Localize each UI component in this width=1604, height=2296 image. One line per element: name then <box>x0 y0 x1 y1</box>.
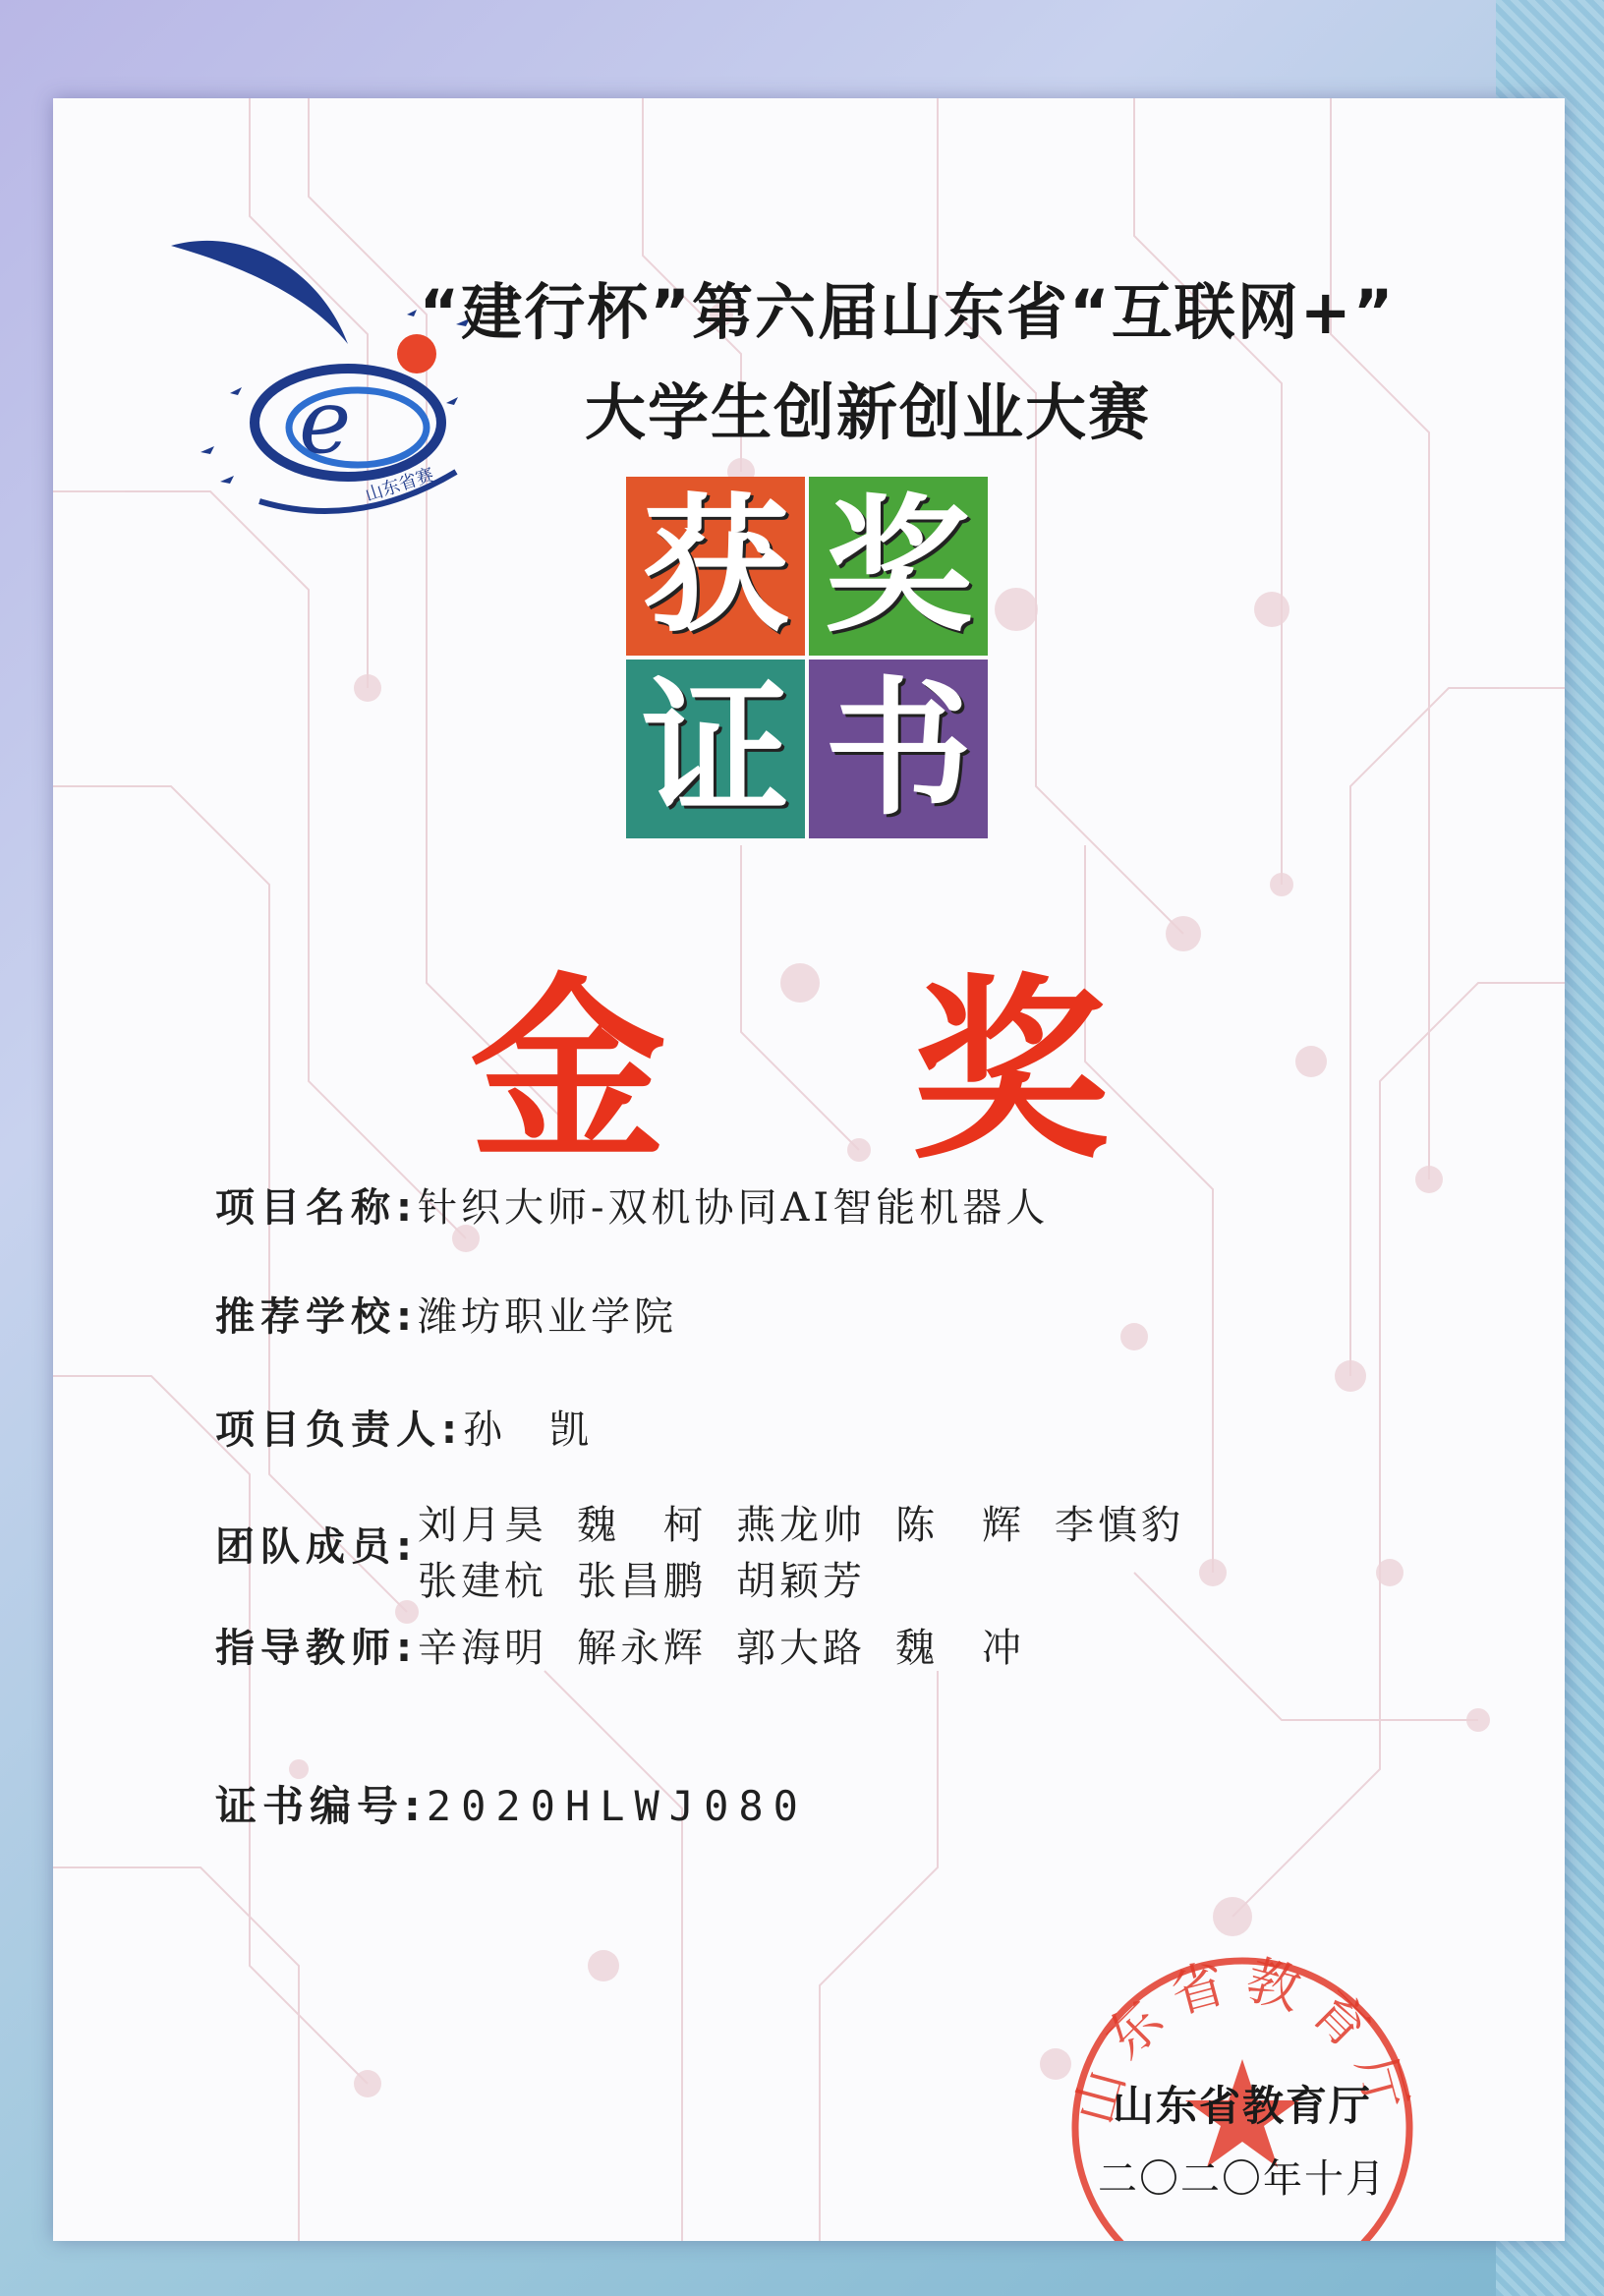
team-members <box>418 1494 1214 1606</box>
award-level: 金 奖 <box>470 955 1197 1186</box>
advisor-name: 魏 冲 <box>895 1626 1025 1671</box>
competition-title-line1: “建行杯”第六届山东省“互联网+” <box>419 276 1396 348</box>
team-member: 陈 辉 <box>895 1503 1025 1548</box>
leader-value: 孙 凯 <box>463 1407 593 1453</box>
team-member: 刘月昊 <box>418 1503 547 1548</box>
certificate-number-label: 证书编号: <box>215 1782 427 1830</box>
project-name-value: 针织大师-双机协同AI智能机器人 <box>418 1185 1050 1231</box>
team-member: 燕龙帅 <box>736 1503 866 1548</box>
logo-text: 山东省赛 <box>363 464 437 506</box>
title-tile-4: 书 <box>809 660 988 838</box>
team-members-line1 <box>418 1494 1214 1550</box>
leader-label: 项目负责人: <box>215 1407 463 1453</box>
advisor-row <box>215 1617 1055 1673</box>
team-member: 张建杭 <box>418 1559 547 1604</box>
advisor-label: 指导教师: <box>215 1626 418 1671</box>
team-members-line2 <box>418 1550 1214 1606</box>
advisor-name: 郭大路 <box>736 1626 866 1671</box>
school-value: 潍坊职业学院 <box>418 1294 677 1340</box>
team-member: 张昌鹏 <box>577 1559 707 1604</box>
team-row <box>215 1494 1214 1606</box>
project-name-label: 项目名称: <box>215 1185 418 1231</box>
competition-title-line2: 大学生创新创业大赛 <box>584 376 1151 448</box>
certificate-title-block <box>626 477 992 842</box>
certificate-paper <box>53 98 1565 2241</box>
svg-text:e: e <box>299 371 352 474</box>
leader-row <box>215 1399 593 1455</box>
seal-ring-text: 山东省教育厅 <box>1062 1948 1422 2131</box>
certificate-number-value: 2020HLWJ080 <box>426 1782 808 1830</box>
school-row <box>215 1286 677 1342</box>
advisor-name: 解永辉 <box>577 1626 707 1671</box>
issue-date: 二〇二〇年十月 <box>1098 2156 1387 2202</box>
team-member: 李慎豹 <box>1055 1503 1184 1548</box>
team-member: 魏 柯 <box>577 1503 707 1548</box>
team-label: 团队成员: <box>215 1524 418 1570</box>
team-member: 胡颖芳 <box>736 1559 866 1604</box>
project-name-row <box>215 1177 1049 1233</box>
issuer-name: 山东省教育厅 <box>1112 2082 1372 2130</box>
advisor-name: 辛海明 <box>418 1626 547 1671</box>
school-label: 推荐学校: <box>215 1294 418 1340</box>
certificate-number-row <box>215 1774 808 1833</box>
title-tile-1: 获 <box>626 477 805 656</box>
title-tile-2: 奖 <box>809 477 988 656</box>
title-tile-3: 证 <box>626 660 805 838</box>
